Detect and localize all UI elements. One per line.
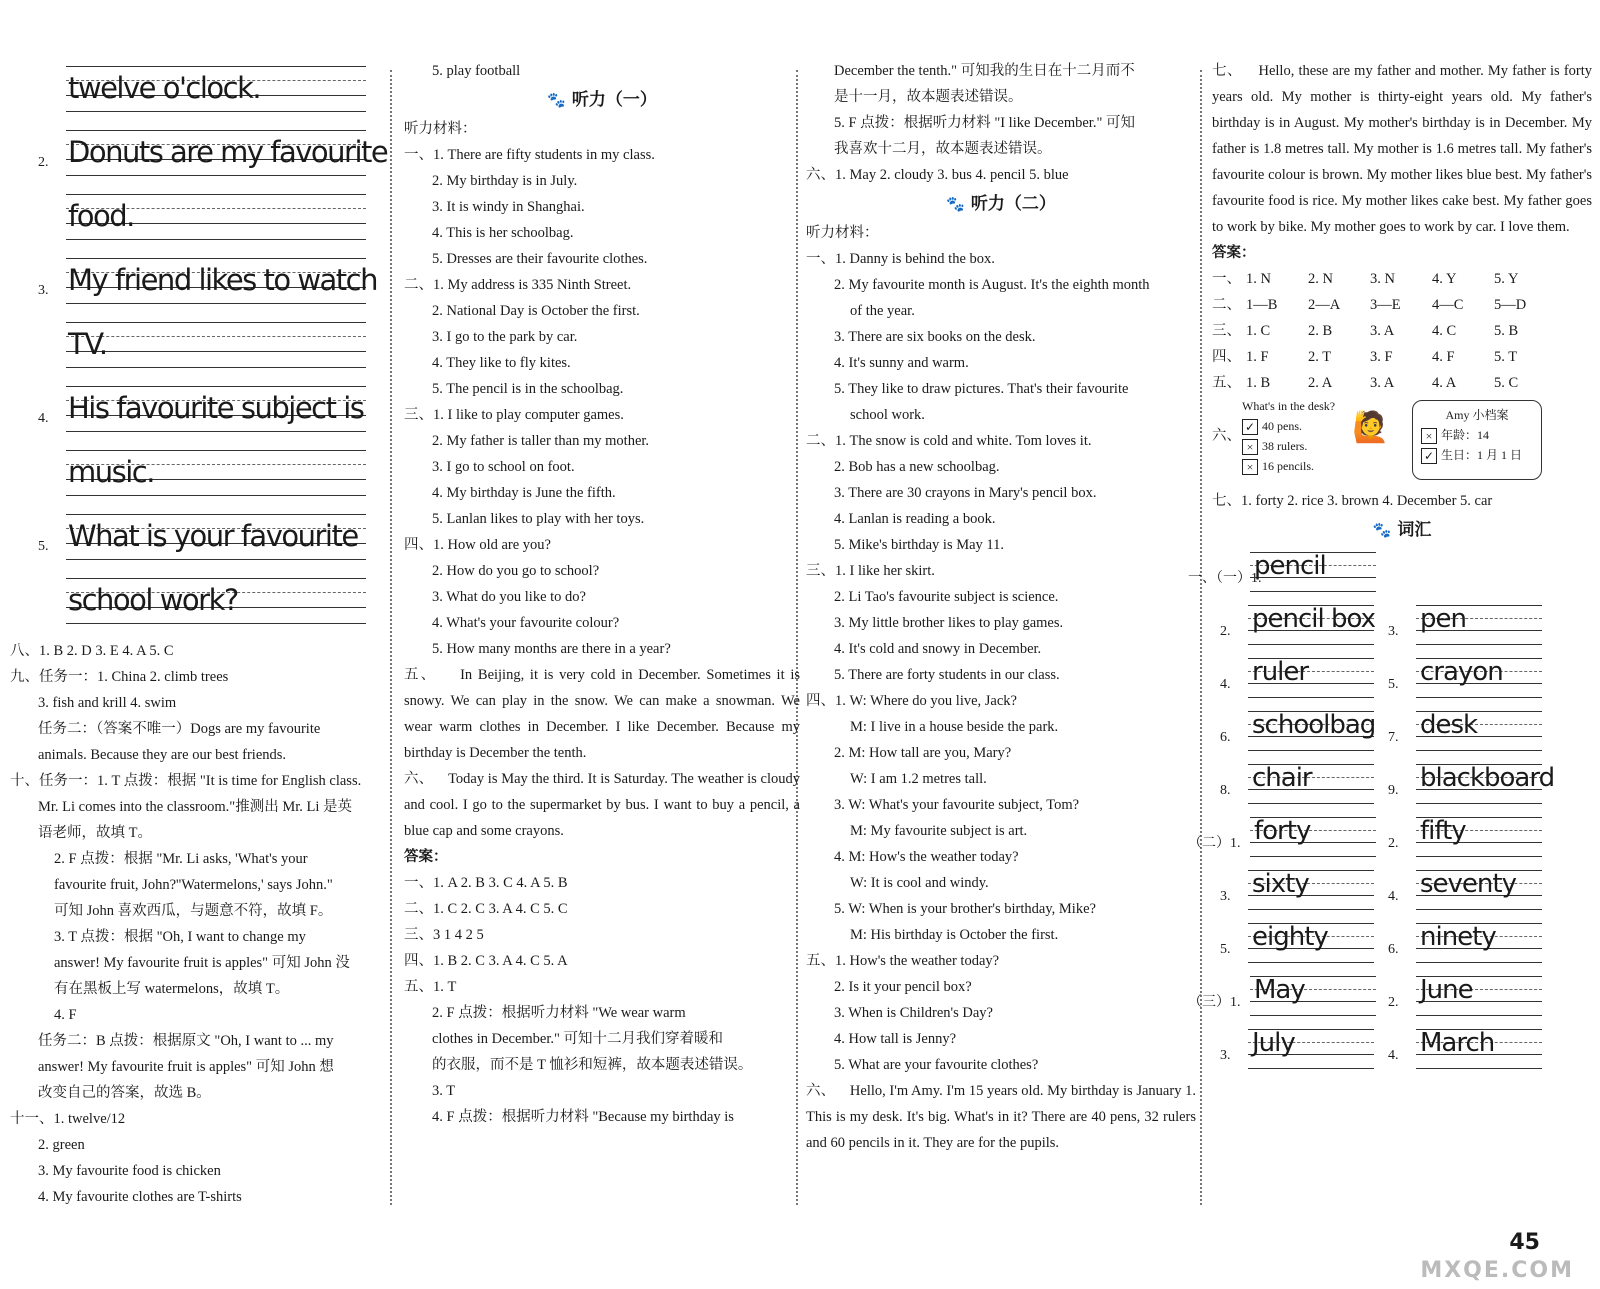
vocab-number: 一、（一）1. <box>1188 571 1262 586</box>
answer-row <box>1212 266 1592 292</box>
answer-item: 2—A <box>1308 297 1341 313</box>
cross-icon: × <box>1242 439 1258 455</box>
text-line: 3. There are 30 crayons in Mary's pencil box. <box>834 485 1097 501</box>
answer-item: 2. B <box>1308 323 1333 339</box>
text-line: 可知 John 喜欢西瓜，与题意不符，故填 F。 <box>54 903 333 919</box>
handwriting-row <box>66 570 366 634</box>
text-line: 一、1. A 2. B 3. C 4. A 5. B <box>404 875 568 891</box>
answer-item: 3. A <box>1370 323 1395 339</box>
handwritten-text: His favourite subject is <box>68 391 364 425</box>
answer-row <box>1212 370 1592 396</box>
handwriting-row <box>66 186 366 250</box>
vocab-word: pen <box>1420 604 1466 634</box>
text-line: 2. How do you go to school? <box>432 563 600 579</box>
text-line: 5. What are your favourite clothes? <box>834 1057 1039 1073</box>
section-title-listening-1: 🐾 听力（一） <box>547 90 657 110</box>
watermark: MXQE.COM <box>1420 1258 1574 1283</box>
answer-item: 3. A <box>1370 375 1395 391</box>
vocab-number: 8. <box>1220 783 1231 798</box>
vocab-block <box>1188 546 1592 1076</box>
vocab-number: 9. <box>1388 783 1399 798</box>
answer-item: 5. T <box>1494 349 1518 365</box>
vocab-row <box>1212 1023 1592 1076</box>
text-line: favourite fruit, John?''Watermelons,' says John." <box>54 877 333 893</box>
handwritten-text: Donuts are my favourite <box>68 135 388 169</box>
text-line: 5. W: When is your brother's birthday, Mike? <box>834 901 1096 917</box>
row-number: 4. <box>38 411 49 426</box>
text-line: 五、1. T <box>404 979 457 995</box>
text-line: 4. This is her schoolbag. <box>432 225 574 241</box>
vocab-word: chair <box>1252 763 1312 793</box>
answer-item: 1. C <box>1246 323 1271 339</box>
cross-icon: × <box>1421 428 1437 444</box>
text-line: answer! My favourite fruit is apples" 可知 John 没 <box>54 955 350 971</box>
text-line: December the tenth." 可知我的生日在十二月而不 <box>834 63 1135 79</box>
answer-row-label: 五、 <box>1212 375 1241 391</box>
column-1 <box>10 58 388 1210</box>
text-line: 3. I go to the park by car. <box>432 329 578 345</box>
desk-items <box>1242 416 1314 476</box>
text-line: 2. green <box>38 1137 85 1153</box>
answer-item: 1. F <box>1246 349 1269 365</box>
text-line: 4. What's your favourite colour? <box>432 615 620 631</box>
page-number: 45 <box>1509 1230 1540 1255</box>
text-line: 3. My favourite food is chicken <box>38 1163 221 1179</box>
section-title-listening-2: 🐾 听力（二） <box>946 194 1056 214</box>
text-line: M: My favourite subject is art. <box>850 823 1028 839</box>
text-line: 八、1. B 2. D 3. E 4. A 5. C <box>10 643 174 659</box>
text-line: Mr. Li comes into the classroom."推测出 Mr. Li 是英 <box>38 799 353 815</box>
vocab-number: 4. <box>1388 889 1399 904</box>
text-line: 5. F 点拨：根据听力材料 "I like December." 可知 <box>834 115 1135 131</box>
text-line: answer! My favourite fruit is apples" 可知 John 想 <box>38 1059 334 1075</box>
answer-item: 2. T <box>1308 349 1332 365</box>
answer-item: 4. F <box>1432 349 1455 365</box>
vocab-number: 2. <box>1388 995 1399 1010</box>
vocab-number: 4. <box>1388 1048 1399 1063</box>
text-line: 4. They like to fly kites. <box>432 355 571 371</box>
text-line: 二、1. C 2. C 3. A 4. C 5. C <box>404 901 568 917</box>
text-line: 十、任务一：1. T 点拨：根据 "It is time for English class. <box>10 773 362 789</box>
text-line: 2. My birthday is in July. <box>432 173 578 189</box>
handwriting-row <box>66 314 366 378</box>
column-divider <box>390 70 392 1205</box>
text-line: of the year. <box>850 303 915 319</box>
answer-item: 4. A <box>1432 375 1457 391</box>
vocab-row <box>1212 917 1592 970</box>
vocab-word: forty <box>1254 816 1311 846</box>
vocab-word: desk <box>1420 710 1478 740</box>
listening-material-list <box>806 246 1196 1078</box>
row-number: 5. <box>38 539 49 554</box>
paragraph-6: 六、 Today is May the third. It is Saturday. The weather is cloudy and cool. I go to the supermarket by bus. I want to buy a pencil, a blue cap and some crayons. <box>404 771 801 839</box>
text-line: 任务二：B 点拨：根据原文 "Oh, I want to ... my <box>38 1033 334 1049</box>
material-label: 听力材料： <box>404 121 477 137</box>
answer-list <box>806 58 1196 188</box>
answer-row-label: 二、 <box>1212 297 1241 313</box>
text-line: 二、1. My address is 335 Ninth Street. <box>404 277 632 293</box>
answer-item: 1. N <box>1246 271 1271 287</box>
text-line: 5. They like to draw pictures. That's their favourite <box>834 381 1129 397</box>
answer-row <box>1212 318 1592 344</box>
answer-item: 5. Y <box>1494 271 1519 287</box>
vocab-word: crayon <box>1420 657 1503 687</box>
check-item-text: 38 rulers. <box>1262 439 1308 453</box>
column-divider <box>1200 70 1202 1205</box>
text-line: school work. <box>850 407 925 423</box>
desk-figure <box>1212 396 1592 488</box>
answer-label: 答案： <box>404 849 448 865</box>
vocab-number: 4. <box>1220 677 1231 692</box>
vocab-word: fifty <box>1420 816 1466 846</box>
handwriting-row <box>38 378 366 442</box>
vocab-number: 3. <box>1388 624 1399 639</box>
text-line: 三、3 1 4 2 5 <box>404 927 484 943</box>
text-line: M: His birthday is October the first. <box>850 927 1059 943</box>
vocab-word: ruler <box>1252 657 1309 687</box>
answer-item: 5—D <box>1494 297 1527 313</box>
text-line: 改变自己的答案，故选 B。 <box>38 1085 211 1101</box>
answer-item: 5. B <box>1494 323 1519 339</box>
material-label: 听力材料： <box>806 225 879 241</box>
text-line: 5. Dresses are their favourite clothes. <box>432 251 648 267</box>
handwriting-row <box>38 506 366 570</box>
checkmark-icon: ✓ <box>1421 448 1437 464</box>
vocab-number: 3. <box>1220 889 1231 904</box>
text-line: 4. M: How's the weather today? <box>834 849 1019 865</box>
check-item-text: 16 pencils. <box>1262 459 1314 473</box>
text-line: 九、任务一：1. China 2. climb trees <box>10 669 229 685</box>
answer-grid <box>1212 266 1592 396</box>
text-line: W: It is cool and windy. <box>850 875 989 891</box>
vocab-row <box>1212 705 1592 758</box>
text-line: 3. T 点拨：根据 "Oh, I want to change my <box>54 929 306 945</box>
text-line: 4. F 点拨：根据听力材料 "Because my birthday is <box>432 1109 734 1125</box>
vocab-number: 2. <box>1388 836 1399 851</box>
text-line: 六、1. May 2. cloudy 3. bus 4. pencil 5. blue <box>806 167 1069 183</box>
text-line: 3. It is windy in Shanghai. <box>432 199 585 215</box>
text-line: 4. Lanlan is reading a book. <box>834 511 996 527</box>
vocab-word: eighty <box>1252 922 1328 952</box>
vocab-row <box>1188 546 1592 599</box>
paragraph-6: 六、 Hello, I'm Amy. I'm 15 years old. My birthday is January 1. This is my desk. It's big. What's in it? There are 40 pens, 32 rulers and 60 pencils in it. They are for the pupils. <box>806 1083 1197 1151</box>
text-line: 4. How tall is Jenny? <box>834 1031 957 1047</box>
line: 5. play football <box>432 63 521 79</box>
paw-icon: 🐾 <box>547 91 566 109</box>
vocab-word: sixty <box>1252 869 1309 899</box>
text-line: 一、1. Danny is behind the box. <box>806 251 995 267</box>
vocab-word: schoolbag <box>1252 710 1376 740</box>
handwritten-text: music. <box>68 455 154 489</box>
text-line: 2. Bob has a new schoolbag. <box>834 459 1000 475</box>
checkmark-icon: ✓ <box>1242 419 1258 435</box>
writing-lines <box>66 322 366 368</box>
text-line: 3. What do you like to do? <box>432 589 586 605</box>
text-line: 2. Li Tao's favourite subject is science. <box>834 589 1059 605</box>
text-line: 四、1. How old are you? <box>404 537 551 553</box>
vocab-number: 6. <box>1220 730 1231 745</box>
text-line: 一、1. There are fifty students in my class. <box>404 147 655 163</box>
text-line: 三、1. I like her skirt. <box>806 563 935 579</box>
paw-icon: 🐾 <box>1372 521 1392 539</box>
text-line: 5. Lanlan likes to play with her toys. <box>432 511 645 527</box>
vocab-number: 2. <box>1220 624 1231 639</box>
listening-material-list <box>404 142 800 662</box>
handwriting-row <box>38 122 388 186</box>
text-line: 3. I go to school on foot. <box>432 459 575 475</box>
text-line: 4. My favourite clothes are T-shirts <box>38 1189 242 1205</box>
answer-list <box>404 870 800 1130</box>
text-line: 4. My birthday is June the fifth. <box>432 485 616 501</box>
answer-label: 答案： <box>1212 245 1256 261</box>
handwritten-text: My friend likes to watch <box>68 263 377 297</box>
column-4 <box>1188 58 1593 1076</box>
check-item <box>1242 436 1314 456</box>
figure-label: 六、 <box>1212 428 1241 444</box>
row-number: 2. <box>38 155 49 170</box>
figure-title: What's in the desk? <box>1242 399 1336 413</box>
handwriting-row <box>66 442 366 506</box>
profile-items <box>1421 425 1533 465</box>
text-line: 2. F 点拨：根据听力材料 "We wear warm <box>432 1005 686 1021</box>
handwritten-text: food. <box>68 199 134 233</box>
handwriting-row <box>38 250 377 314</box>
text-line: 4. F <box>54 1007 77 1023</box>
vocab-word: blackboard <box>1420 763 1555 793</box>
text-line: 5. Mike's birthday is May 11. <box>834 537 1005 553</box>
cross-icon: × <box>1242 459 1258 475</box>
column-2 <box>404 58 800 1130</box>
text-line: M: I live in a house beside the park. <box>850 719 1059 735</box>
vocab-number: 7. <box>1388 730 1399 745</box>
vocab-word: June <box>1420 975 1473 1005</box>
text-line: 语老师，故填 T。 <box>38 825 152 841</box>
vocab-number: （二）1. <box>1188 836 1241 851</box>
vocab-number: 3. <box>1220 1048 1231 1063</box>
vocab-row <box>1212 758 1592 811</box>
text-line: 3. T <box>432 1083 456 1099</box>
vocab-row <box>1212 599 1592 652</box>
paragraph-5: 五、 In Beijing, it is very cold in December. Sometimes it is snowy. We can play in the snow. We can make a snowman. We wear warm clothes in December. I like December. Because my birthday is December the tenth. <box>404 667 801 761</box>
text-line: 十一、1. twelve/12 <box>10 1111 126 1127</box>
answer-row-label: 四、 <box>1212 349 1241 365</box>
vocab-word: pencil <box>1254 551 1326 581</box>
answer-item: 1. B <box>1246 375 1271 391</box>
handwriting-block <box>10 58 388 634</box>
vocab-row <box>1212 652 1592 705</box>
paw-icon: 🐾 <box>946 195 965 213</box>
text-line: animals. Because they are our best friends. <box>38 747 287 763</box>
answer-row-label: 一、 <box>1212 271 1241 287</box>
text-line: 5. There are forty students in our class. <box>834 667 1060 683</box>
answer-item: 3. N <box>1370 271 1395 287</box>
check-item-text: 生日：1 月 1 日 <box>1441 448 1523 462</box>
vocab-number: 5. <box>1388 677 1399 692</box>
check-item-text: 40 pens. <box>1262 419 1302 433</box>
text-line: 2. National Day is October the first. <box>432 303 640 319</box>
answer-item: 4. C <box>1432 323 1457 339</box>
answer-item: 4—C <box>1432 297 1464 313</box>
vocab-row <box>1188 970 1592 1023</box>
answer-row-label: 三、 <box>1212 323 1241 339</box>
vocab-number: （三）1. <box>1188 995 1241 1010</box>
answer-item: 2. A <box>1308 375 1333 391</box>
check-item-text: 年龄：14 <box>1441 428 1490 442</box>
text-line: 是十一月，故本题表述错误。 <box>834 89 1023 105</box>
answer-item: 3—E <box>1370 297 1401 313</box>
girl-illustration-icon: 🙋 <box>1352 411 1390 444</box>
handwritten-text: twelve o'clock. <box>68 71 261 105</box>
text-line: 3. W: What's your favourite subject, Tom? <box>834 797 1080 813</box>
text-line: 3. There are six books on the desk. <box>834 329 1036 345</box>
text-line: 四、1. B 2. C 3. A 4. C 5. A <box>404 953 568 969</box>
vocab-number: 6. <box>1388 942 1399 957</box>
handwriting-row <box>66 58 366 122</box>
text-line: 我喜欢十二月，故本题表述错误。 <box>834 141 1052 157</box>
check-item <box>1242 456 1314 476</box>
vocab-row <box>1212 864 1592 917</box>
section-title-vocab: 🐾 词汇 <box>1372 520 1432 540</box>
text-line: clothes in December." 可知十二月我们穿着暖和 <box>432 1031 724 1047</box>
text-line: 2. M: How tall are you, Mary? <box>834 745 1012 761</box>
answer-row <box>1212 292 1592 318</box>
answers-8-11 <box>10 638 380 1210</box>
text-line: 2. My father is taller than my mother. <box>432 433 650 449</box>
paragraph-7: 七、 Hello, these are my father and mother. My father is forty years old. My mother is thirty-eight years old. My father's birthday is in August. My mother's birthday is in December. My father is 1.8 metres tall. My mother is 1.6 metres tall. My father's favourite colour is brown. My mother likes blue best. My father's favourite food is rice. My mother likes cake best. My father goes to work by bike. My mother goes to work by car. I love them. <box>1212 63 1593 235</box>
text-line: 任务二：（答案不唯一）Dogs are my favourite <box>38 721 321 737</box>
check-item <box>1421 445 1533 465</box>
answer-item: 4. Y <box>1432 271 1457 287</box>
row-number: 3. <box>38 283 49 298</box>
profile-title: Amy 小档案 <box>1445 408 1509 422</box>
text-line: 五、1. How's the weather today? <box>806 953 1000 969</box>
vocab-word: ninety <box>1420 922 1496 952</box>
text-line: 四、1. W: Where do you live, Jack? <box>806 693 1017 709</box>
text-line: 2. Is it your pencil box? <box>834 979 972 995</box>
answer-item: 2. N <box>1308 271 1333 287</box>
answer-row <box>1212 344 1592 370</box>
text-line: 的衣服，而不是 T 恤衫和短裤，故本题表述错误。 <box>432 1057 753 1073</box>
answer-item: 3. F <box>1370 349 1393 365</box>
text-line: 有在黑板上写 watermelons，故填 T。 <box>54 981 290 997</box>
vocab-word: May <box>1254 975 1305 1005</box>
vocab-word: pencil box <box>1252 604 1375 634</box>
text-line: 4. It's cold and snowy in December. <box>834 641 1042 657</box>
vocab-word: March <box>1420 1028 1495 1058</box>
vocab-word: seventy <box>1420 869 1516 899</box>
text-line: 3. When is Children's Day? <box>834 1005 993 1021</box>
text-line: 二、1. The snow is cold and white. Tom loves it. <box>806 433 1092 449</box>
amy-profile-card <box>1412 400 1542 480</box>
text-line: 2. My favourite month is August. It's the eighth month <box>834 277 1150 293</box>
check-item <box>1242 416 1314 436</box>
text-line: 3. fish and krill 4. swim <box>38 695 177 711</box>
text-line: W: I am 1.2 metres tall. <box>850 771 987 787</box>
text-line: 5. The pencil is in the schoolbag. <box>432 381 624 397</box>
check-item <box>1421 425 1533 445</box>
text-line: 三、1. I like to play computer games. <box>404 407 624 423</box>
vocab-number: 5. <box>1220 942 1231 957</box>
vocab-row <box>1188 811 1592 864</box>
vocab-word: July <box>1252 1028 1295 1058</box>
answer-item: 1—B <box>1246 297 1278 313</box>
text-line: 3. My little brother likes to play games. <box>834 615 1064 631</box>
text-line: 5. How many months are there in a year? <box>432 641 671 657</box>
handwritten-text: TV. <box>68 327 107 361</box>
answer-line-7: 七、1. forty 2. rice 3. brown 4. December 5. car <box>1212 493 1493 509</box>
handwritten-text: school work? <box>68 583 238 617</box>
text-line: 4. It's sunny and warm. <box>834 355 969 371</box>
handwritten-text: What is your favourite <box>68 519 358 553</box>
answer-item: 5. C <box>1494 375 1519 391</box>
column-3 <box>806 58 1196 1156</box>
text-line: 2. F 点拨：根据 "Mr. Li asks, 'What's your <box>54 851 308 867</box>
